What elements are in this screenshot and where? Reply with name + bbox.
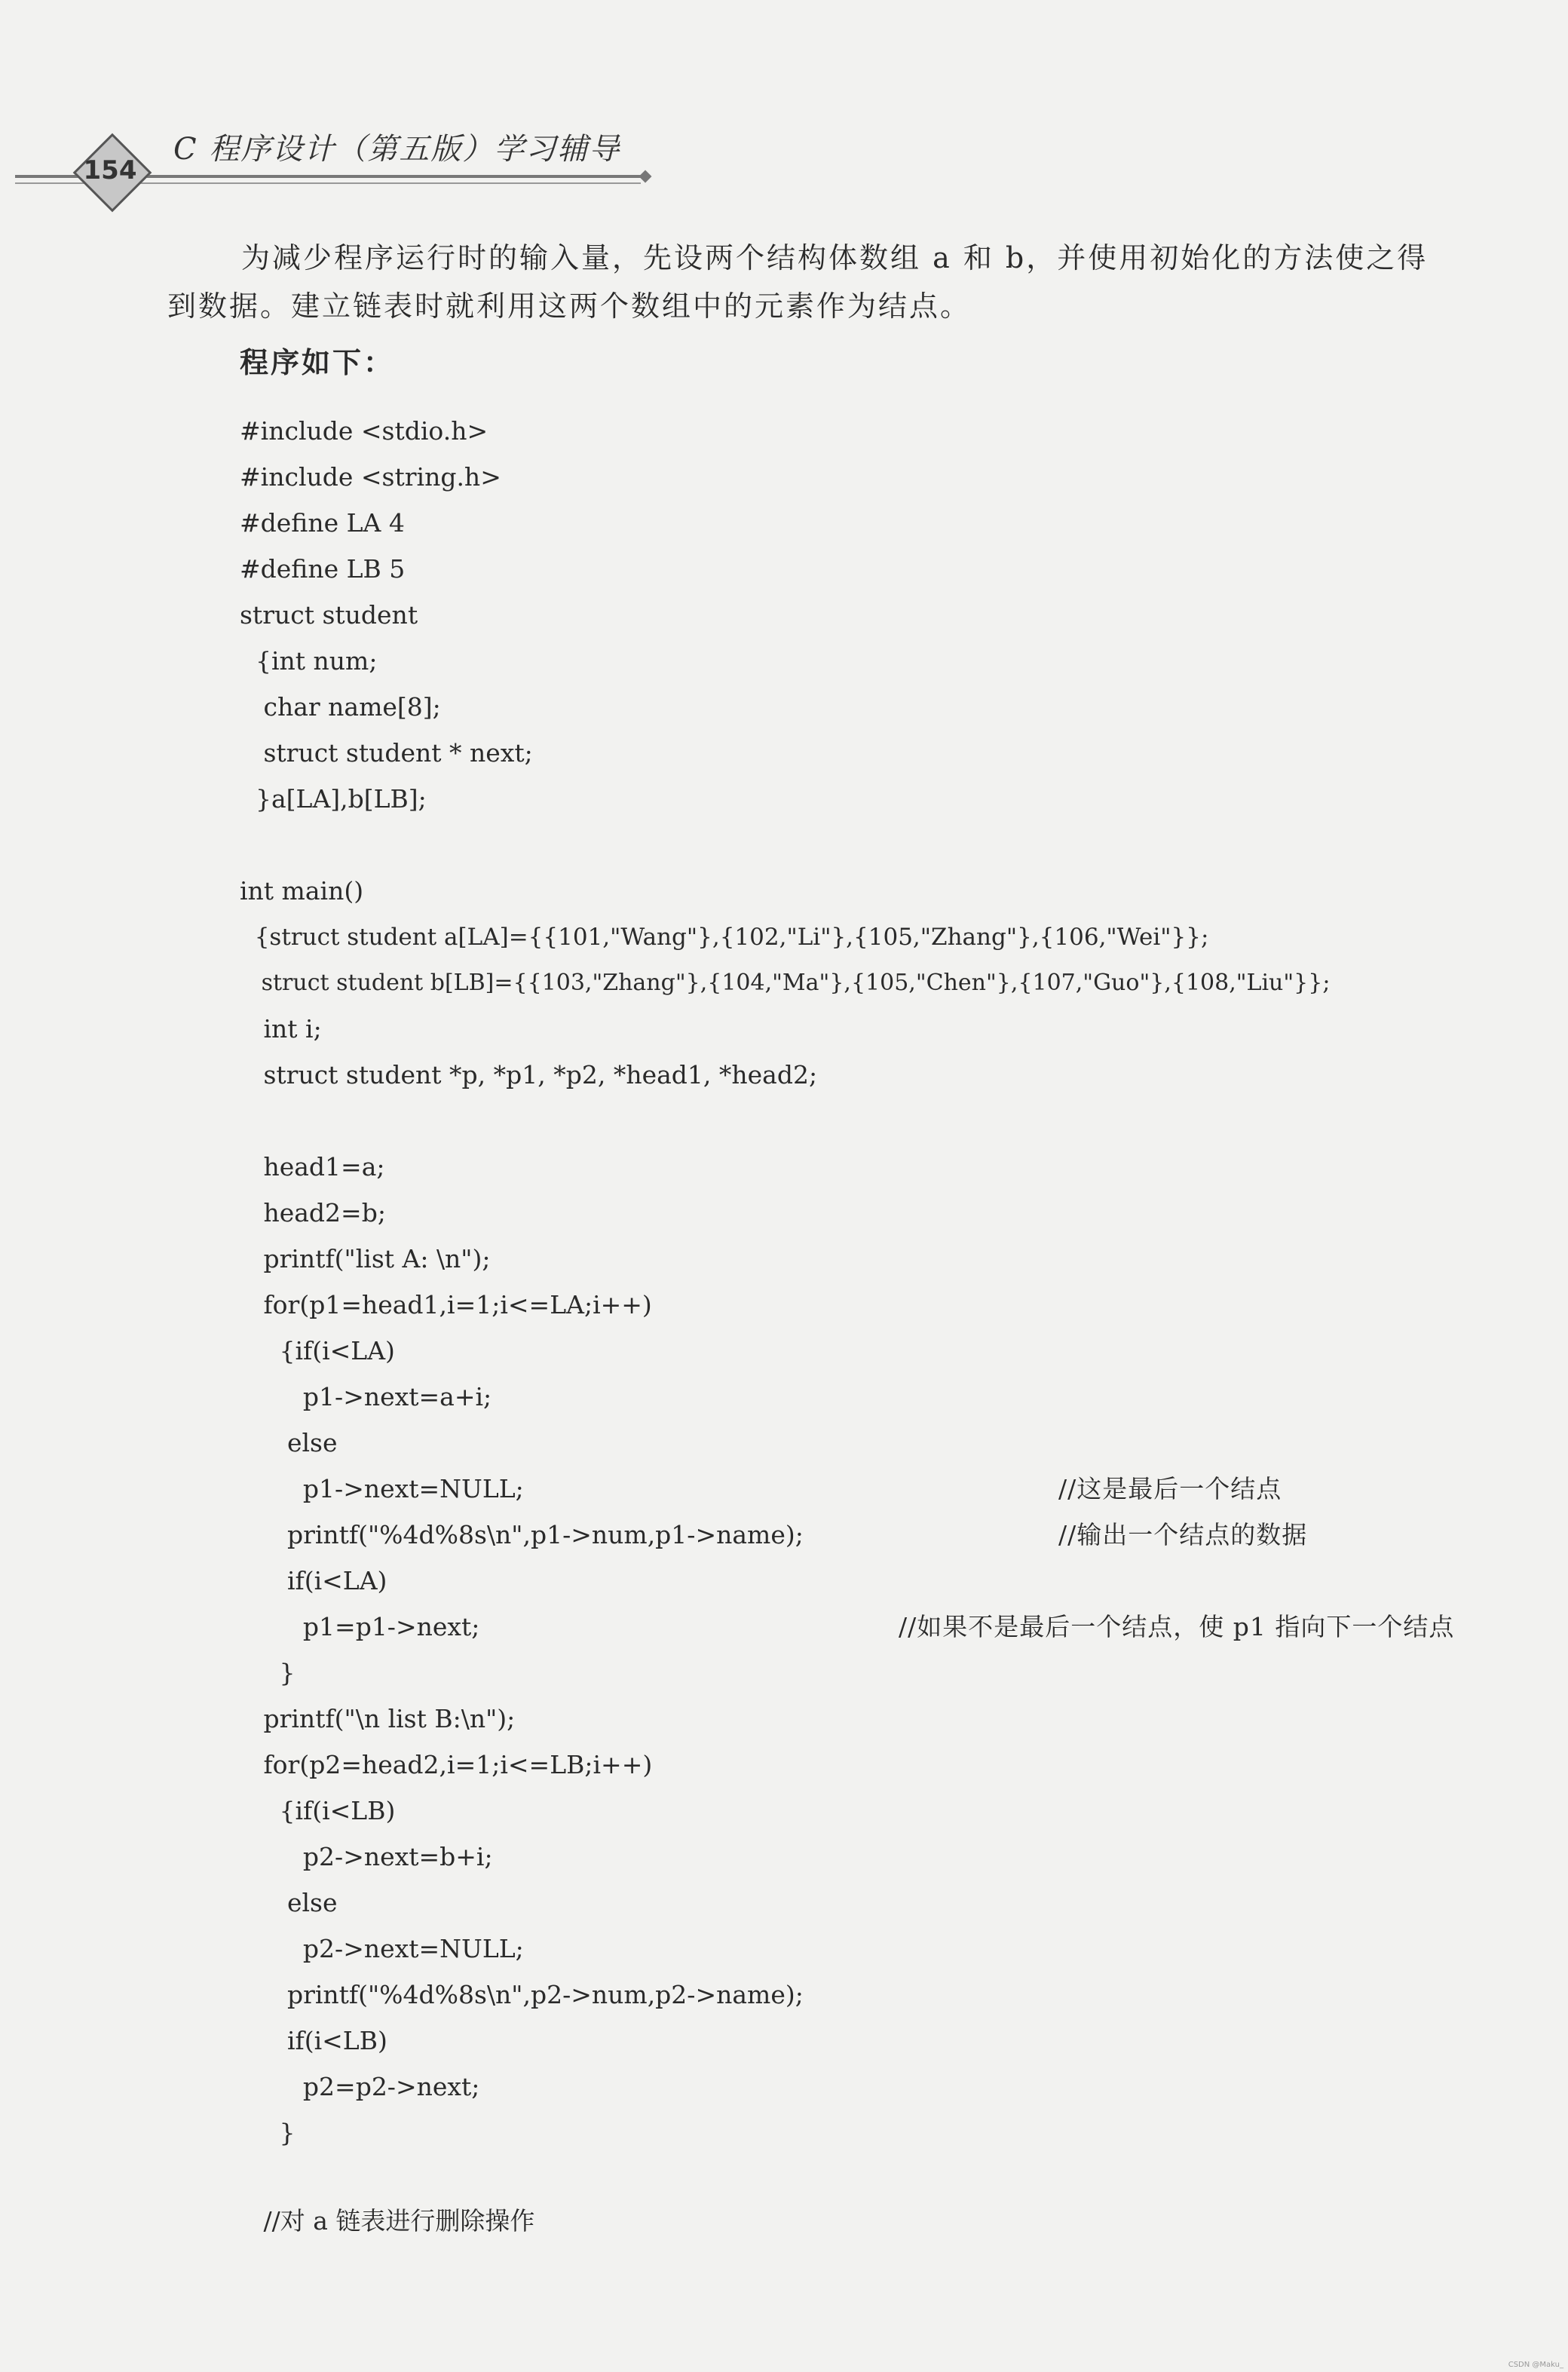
code-line: printf("%4d%8s\n",p2->num,p2->name); xyxy=(240,1980,804,2009)
code-line: else xyxy=(240,1428,338,1457)
code-line: }a[LA],b[LB]; xyxy=(240,784,427,814)
code-line: p1->next=NULL; xyxy=(240,1474,524,1503)
page-header xyxy=(15,113,648,188)
watermark-credit: CSDN @Maku_ xyxy=(1508,2361,1563,2369)
code-line: {struct student a[LA]={{101,"Wang"},{102,"Li"},{105,"Zhang"},{106,"Wei"}}; xyxy=(240,924,1209,951)
code-line: head2=b; xyxy=(240,1198,386,1227)
code-line: if(i<LA) xyxy=(240,1566,387,1595)
intro-line-1: 为减少程序运行时的输入量，先设两个结构体数组 a 和 b，并使用初始化的方法使之得 xyxy=(241,241,1429,274)
code-line: #include <stdio.h> xyxy=(240,416,488,446)
code-line: struct student *p, *p1, *p2, *head1, *head2; xyxy=(240,1060,818,1089)
code-line: int main() xyxy=(240,876,364,906)
code-line: #include <string.h> xyxy=(240,462,501,492)
code-line: #define LA 4 xyxy=(240,508,405,538)
page-number: 154 xyxy=(83,155,137,185)
code-line: for(p2=head2,i=1;i<=LB;i++) xyxy=(240,1750,653,1779)
code-line: p2->next=NULL; xyxy=(240,1934,524,1963)
code-line: else xyxy=(240,1888,338,1917)
code-line: head1=a; xyxy=(240,1152,385,1181)
code-line: struct student b[LB]={{103,"Zhang"},{104,"Ma"},{105,"Chen"},{107,"Guo"},{108,"Liu"}}; xyxy=(240,970,1331,996)
code-line: } xyxy=(240,2118,296,2147)
code-comment-print-node: //输出一个结点的数据 xyxy=(1058,1520,1308,1549)
code-line: p2->next=b+i; xyxy=(240,1842,493,1871)
code-line: int i; xyxy=(240,1014,322,1043)
intro-paragraph xyxy=(167,234,1514,330)
code-comment-last-node: //这是最后一个结点 xyxy=(1058,1474,1282,1503)
code-comment-delete: //对 a 链表进行删除操作 xyxy=(240,2206,535,2236)
code-line: printf("list A: \n"); xyxy=(240,1244,491,1273)
code-line: p1=p1->next; xyxy=(240,1612,480,1641)
code-line: #define LB 5 xyxy=(240,554,406,584)
code-line: struct student xyxy=(240,600,418,630)
code-line: struct student * next; xyxy=(240,738,533,768)
code-line: char name[8]; xyxy=(240,692,441,722)
code-line: printf("\n list B:\n"); xyxy=(240,1704,516,1733)
code-comment-advance: //如果不是最后一个结点，使 p1 指向下一个结点 xyxy=(899,1612,1455,1641)
code-line: } xyxy=(240,1658,296,1687)
code-line: p1->next=a+i; xyxy=(240,1382,492,1411)
code-line: p2=p2->next; xyxy=(240,2072,480,2101)
code-line: printf("%4d%8s\n",p1->num,p1->name); xyxy=(240,1520,804,1549)
code-line: {if(i<LA) xyxy=(240,1336,395,1365)
header-rule-ornament xyxy=(639,170,652,183)
book-title: C 程序设计（第五版）学习辅导 xyxy=(173,132,621,167)
code-line: {int num; xyxy=(240,646,378,676)
intro-line-2: 到数据。建立链表时就利用这两个数组中的元素作为结点。 xyxy=(167,290,972,323)
code-line: {if(i<LB) xyxy=(240,1796,396,1825)
section-title: 程序如下： xyxy=(240,345,395,379)
code-line: if(i<LB) xyxy=(240,2026,387,2055)
code-line: for(p1=head1,i=1;i<=LA;i++) xyxy=(240,1290,652,1319)
